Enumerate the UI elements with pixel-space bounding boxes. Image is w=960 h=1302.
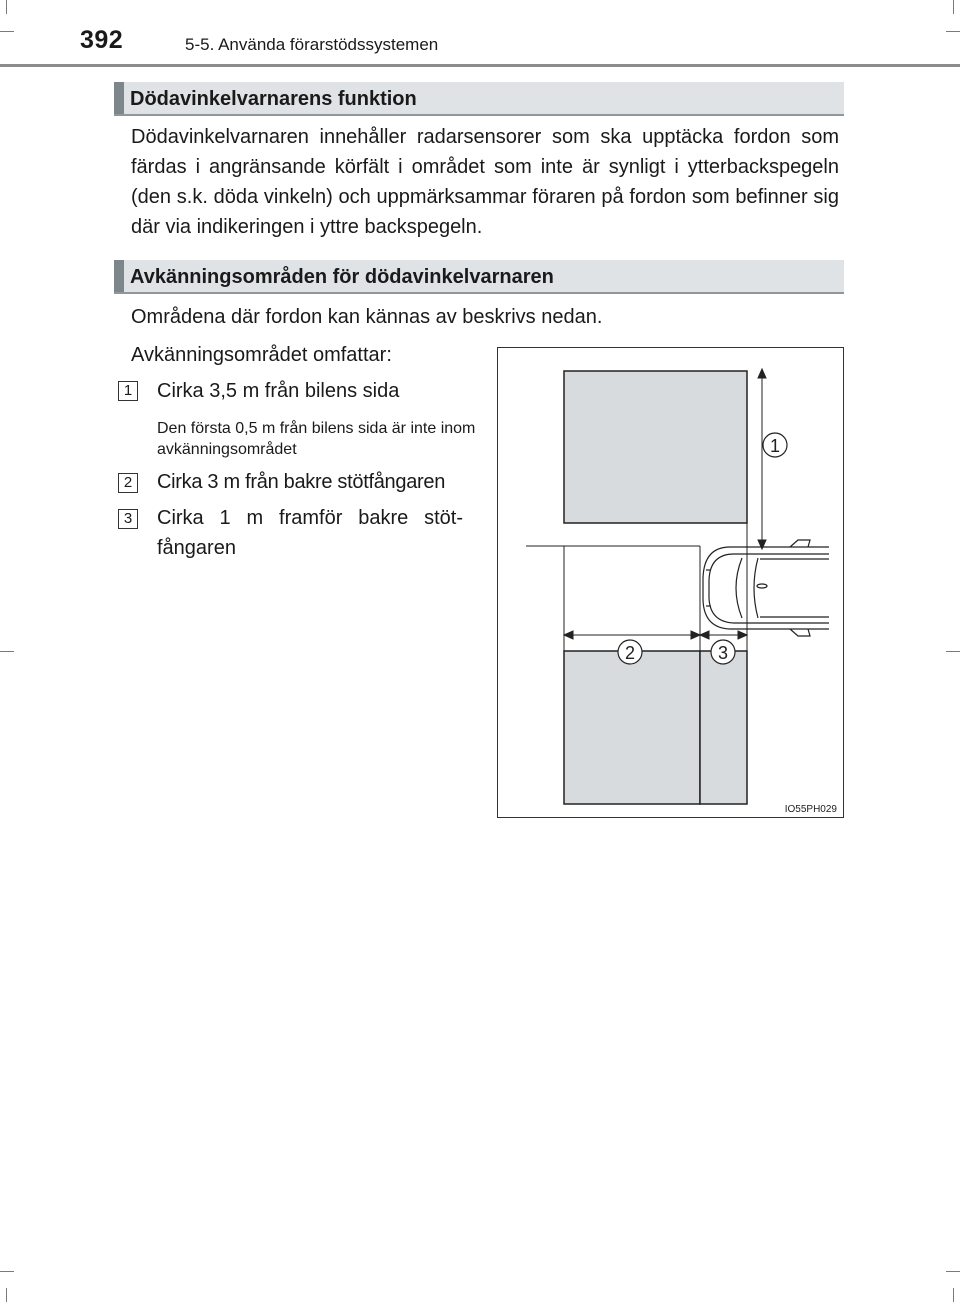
crop-mark <box>6 0 7 14</box>
item-1-note: Den första 0,5 m från bilens sida är inte inom avkänningsområdet <box>157 420 476 458</box>
heading-text: Dödavinkelvarnarens funktion <box>130 88 417 110</box>
callout-2-label: 2 <box>624 643 636 663</box>
crop-mark <box>946 651 960 652</box>
item-number-3: 3 <box>118 509 138 529</box>
emblem <box>757 584 767 588</box>
page-number: 392 <box>80 26 124 54</box>
crop-mark <box>0 651 14 652</box>
function-paragraph: Dödavinkelvarnaren innehåller radarsensorer som ska upptäcka fordon som färdas i angränsande körfält i området som inte är synligt i ytterbackspegeln (den s.k. döda vinkeln) och uppmärksammar föraren på fordon som befinner sig där via indikeringen i yttre backspegeln. <box>131 126 839 238</box>
rear-window-inner <box>754 558 758 618</box>
heading-bar <box>114 82 124 114</box>
item-1-text: Cirka 3,5 m från bilens sida <box>157 380 400 402</box>
side-detection-zone <box>564 371 747 523</box>
side-mirror <box>790 540 810 547</box>
figure-code: IO55PH029 <box>784 804 837 815</box>
callout-1-label: 1 <box>769 436 781 456</box>
item-number-1: 1 <box>118 381 138 401</box>
callout-3-label: 3 <box>717 643 729 663</box>
rear-detection-zone <box>564 651 700 804</box>
item-2-text: Cirka 3 m från bakre stötfångaren <box>157 471 446 493</box>
dimension-arrow-2 <box>564 631 700 639</box>
crop-mark <box>0 1271 14 1272</box>
detection-area-diagram <box>497 347 844 818</box>
item-number-2: 2 <box>118 473 138 493</box>
side-mirror <box>790 629 810 636</box>
dimension-arrow-3 <box>700 631 747 639</box>
crop-mark <box>953 0 954 14</box>
car-outline <box>703 540 829 636</box>
section-heading-function <box>114 82 844 116</box>
detection-range-intro: Avkänningsområdet omfattar: <box>131 344 392 366</box>
section-title: 5-5. Använda förarstödssystemen <box>185 35 439 54</box>
item-3-text: Cirka 1 m framför bakre stötfångaren <box>157 507 463 559</box>
near-bumper-detection-zone <box>700 651 747 804</box>
heading-bar <box>114 260 124 292</box>
section-heading-detection-areas <box>114 260 844 294</box>
crop-mark <box>946 31 960 32</box>
heading-text: Avkänningsområden för dödavinkelvarnaren <box>130 266 554 288</box>
crop-mark <box>946 1271 960 1272</box>
crop-mark <box>6 1288 7 1302</box>
diagram-graphic <box>498 348 845 819</box>
car-body-inner <box>709 554 829 623</box>
header-rule <box>0 64 960 67</box>
crop-mark <box>953 1288 954 1302</box>
crop-mark <box>0 31 14 32</box>
detection-intro: Områdena där fordon kan kännas av beskrivs nedan. <box>131 306 603 328</box>
rear-window <box>736 558 742 618</box>
dimension-arrow-1 <box>758 369 766 549</box>
